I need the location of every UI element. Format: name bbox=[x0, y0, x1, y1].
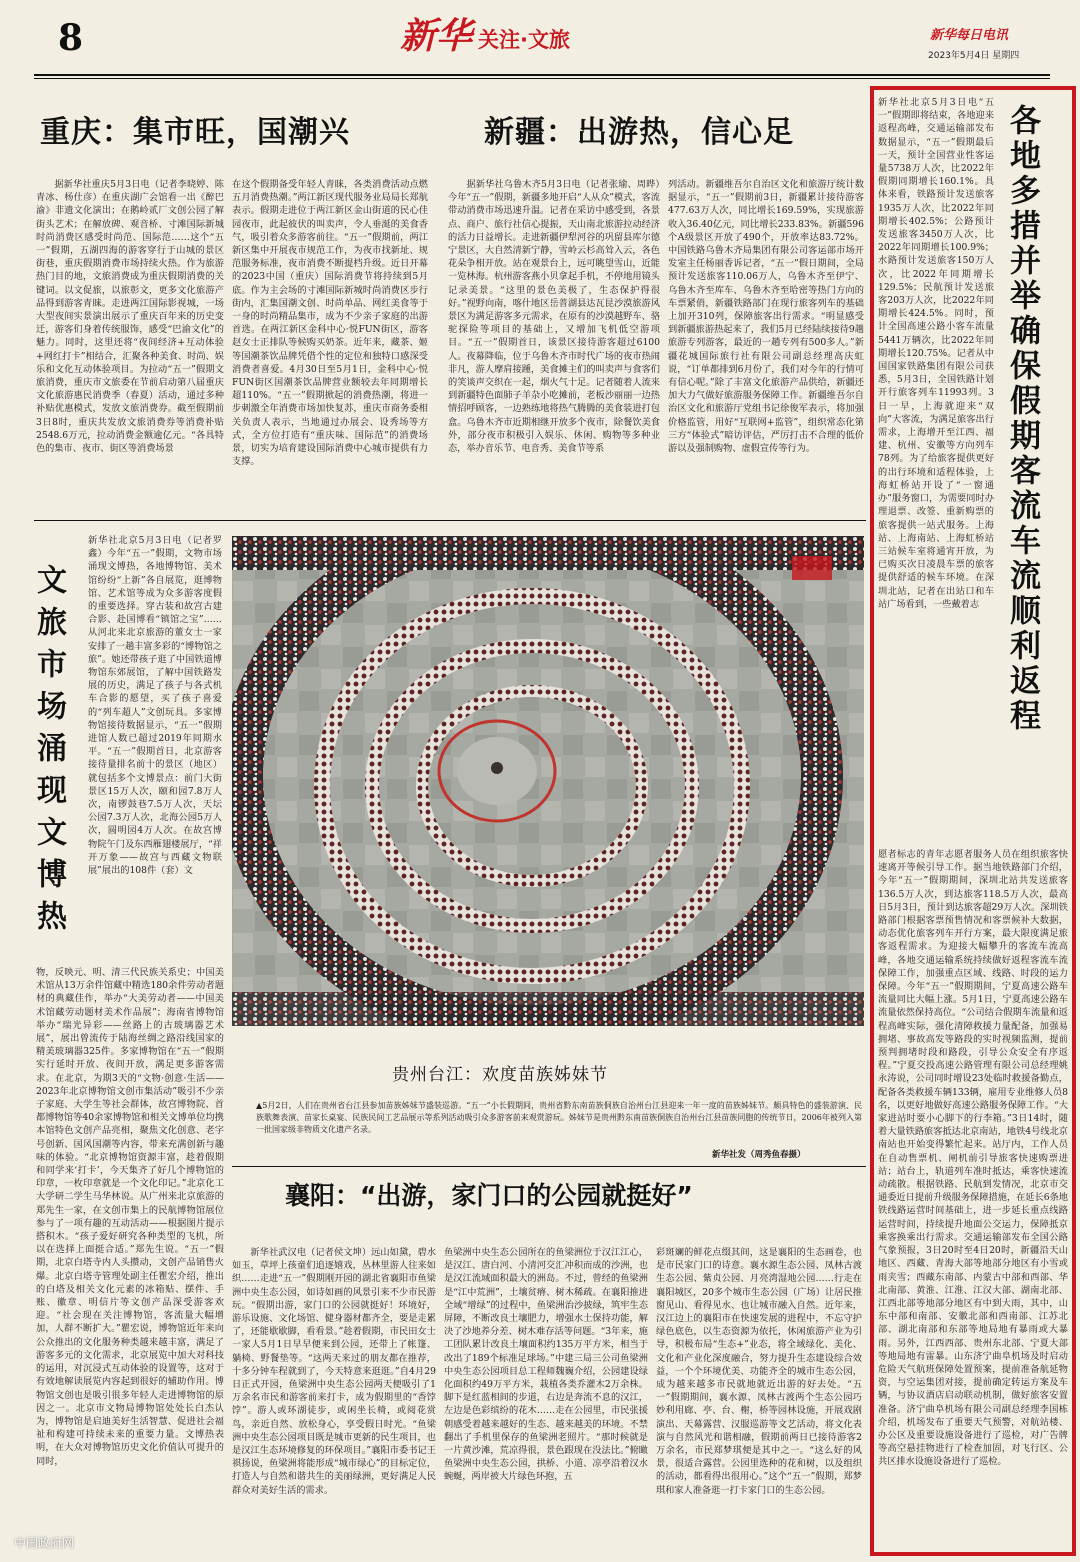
chongqing-col-2 bbox=[232, 178, 428, 513]
headline-xiangyang: 襄阳：“出游，家门口的公园就挺好” bbox=[285, 1181, 693, 1210]
xinjiang-col-1 bbox=[448, 178, 660, 513]
culture-text-wide: 物，反映元、明、清三代民族关系史；中国美术馆从13万余件馆藏中精选180余件劳动者题材的典藏佳作，举办“大美劳动者——中国美术馆藏劳动题材美术作品展”；海南省博物馆举办“瑞光异彩——丝路上的古玻璃器艺术展”，展出曾流传于陆海丝绸之路沿线国家的精美玻璃器325件。多家博物馆在“五一”假期实行延时开放、夜间开放，满足更多游客需求。在北京，为期3天的“文物·创意·生活——2023年北京博物馆文创市集活动”吸引不少亲子家庭、大学生等社会群体，故宫博物院、首都博物馆等40余家博物馆和相关文博单位均携本馆特色文创产品亮相，聚焦文化创意、老字号创新、国风国潮等内容，带来充满创新与趣味的体验。“北京博物馆资源丰富，趁着假期和同学来‘打卡’，今天集齐了好几个博物馆的印章，一枚印章就是一个文化印记。”北京化工大学研二学生马华林说。从广州来北京旅游的郑先生一家，在文创市集上的民航博物馆展位参与了一项有趣的互动活动——根据图片提示搭积木。“孩子爱好研究各种类型的飞机，所以在选择上面挺合适。”郑先生说。“五一”假期，北京白塔寺内人头攒动，文创产品销售火爆。北京白塔寺管理处副主任瞿宏介绍，推出的白塔及相关文化元素的冰箱贴、摆件、手账、徽章、明信片等文创产品深受游客欢迎。“社会现在关注博物馆，客流量大幅增加，人群不断扩大。”瞿宏说，博物馆近年来向公众推出的文化服务种类越来越丰富，满足了游客多元的文化需求，北京展览中加大对科技的运用，对沉浸式互动体验的设置等，这对于有效地解读展览内容起到很好的辅助作用。博物馆文创也是吸引很多年轻人走进博物馆的原因之一。北京市文物局博物馆处处长白杰认为，博物馆是启迪美好生活智慧、促进社会福祉和构建可持续未来的重要力量。文博热表明，在大众对博物馆历史文化价值认可提升的同时， bbox=[36, 967, 224, 1467]
photo-title: 贵州台江：欢度苗族姊妹节 bbox=[392, 1065, 608, 1085]
xiangyang-col-2 bbox=[444, 1246, 648, 1552]
xinjiang-text-1: 据新华社乌鲁木齐5月3日电（记者张瑜、周晔）今年“五一”假期，新疆多地开启“人从众”模式，客流带动消费市场迅速升温。记者在采访中感受到，各景点、商户、旅行社信心提振，天山南北旅游拉动经济的活力日益增长。走进新疆伊犁河谷的巩留县库尔德宁景区，大自然清新宁静，雪岭云杉高耸入云，各色花朵争相开放。站在观景台上，远可眺望雪山，近能一览林海。杭州游客燕小贝拿起手机，不停地用镜头记录美景。“这里的景色美极了，生态保护得很好。”视野向南，喀什地区岳普湖县达瓦昆沙漠旅游风景区为满足游客多元需求，在原有的沙漠越野车、骆驼探险等项目的基础上，又增加飞机低空游项目。“五一”假期首日，该景区接待游客超过6100人。夜幕降临，位于乌鲁木齐市时代广场的夜市热闹非凡，游人摩肩接踵，美食摊主们的叫卖声与食客们的笑谈声交织在一起，烟火气十足。记者随着人流来到新疆特色面肺子羊杂小吃摊前，老板沙丽丽一边热情招呼顾客，一边熟练地将热气腾腾的美食装进打包盒。乌鲁木齐市近期相继开放多个夜市，除餐饮美食外，部分夜市积极引入娱乐、休闲、购物等多种业态，举办音乐节、电音秀、美食节等系 bbox=[448, 179, 660, 455]
brand-logo: 新华 bbox=[400, 15, 473, 57]
transport-lead-text: 新华社北京5月3日电“五一”假期即将结束，各地迎来返程高峰，交通运输部发布数据显示，“五一”假期最后一天，预计全国营业性客运量5738万人次，比2022年假期同期增长160.1%。具体来看，铁路预计发送旅客1935万人次，比2022年同期增长402.5%；公路预计发送旅客3450万人次，比2022年同期增长100.9%；水路预计发送旅客150万人次，比2022年同期增长129.5%；民航预计发送旅客203万人次，比2022年同期增长424.5%。同时，预计全国高速公路小客车流量5441万辆次，比2022年同期增长120.75%。记者从中国国家铁路集团有限公司获悉，5月3日，全国铁路计划开行旅客列车11993列。3日一早，上海就迎来“双向”大客流，为满足旅客出行需求，上海增开至江西、福建、杭州、安徽等方向列车78列。为了给旅客提供更好的出行环境和适程体验，上海虹桥站开设了“一窗通办”服务窗口，为需要同时办理退票、改签、重新购票的旅客提供一站式服务。上海站、上海南站、上海虹桥站三站候车室将通宵开放，为已购买次日凌晨车票的旅客提供舒适的候车环境。在深圳北站，记者在出站口和车站广场看到，一些戴着志 bbox=[878, 97, 994, 610]
photo-caption bbox=[256, 1100, 862, 1148]
headline-transport: 各地多措并举确保假期客流车流顺利返程 bbox=[1004, 104, 1040, 734]
headline-culture: 文旅市场涌现文博热 bbox=[31, 564, 66, 942]
chongqing-text-2: 在这个假期备受年轻人青睐，各类消费活动点燃五月消费热潮。”两江新区现代服务业局局长郑航表示。假期走进位于两江新区金山街道的民心佳园夜市，此起彼伏的叫卖声，令人垂涎的美食香气，吸引着众多游客前往。“五一”假期前，两江新区集中开展夜市规范工作，为夜市找新址、规范服务标准，夜市消费不断提档升级。近日开幕的2023中国（重庆）国际消费节将持续到5月底。作为主会场的寸滩国际新城时尚消费区步行街内，汇集国潮文创、时尚单品、网红美食等于一身的时尚精品集市，成为不少亲子家庭的出游首选。在两江新区金科中心·悦FUN街区，游客赵女士正排队等候购买奶茶。近年来，藏茶、姬等国潮茶饮品牌凭借个性的定位和独特口感深受消费者喜爱。4月30日至5月1日，金科中心·悦FUN街区国潮茶饮品牌营业额较去年同期增长超110%。“五一”假期掀起的消费热潮，将进一步刺激全年消费市场加快复苏，重庆市商务委相关负责人表示，当地通过办展会、设秀场等方式，全方位打造有“重庆味、国际范”的消费场景，切实为培育建设国际消费中心城市提供有力支撑。 bbox=[232, 179, 428, 468]
culture-text-narrow: 新华社北京5月3日电（记者罗鑫）今年“五一”假期，文物市场涌现文博热，各地博物馆、美术馆纷纷“上新”各自展览，逛博物馆、艺术馆等成为众多游客度假的重要选择。穿古装和故宫古建合影、赴国博看“镇馆之宝”……从河北来北京旅游的董女士一家安排了一趟丰富多彩的“博物馆之旅”。她还带孩子逛了中国铁道博物馆东郊展馆，了解中国铁路发展的历史，满足了孩子与各式机车合影的愿望，买了孩子喜爱的“列车超人”文创玩具。多家博物馆接待数据显示，“五一”假期进馆人数已超过2019年同期水平。“五一”假期首日，北京游客接待量排名前十的景区（地区）就包括多个文博景点：前门大街景区15万人次，颐和园7.8万人次，南锣鼓巷7.5万人次，天坛公园7.3万人次，北海公园5万人次，圆明园4万人次。在故宫博物院午门及东西雁翅楼展厅，“祥开万象——故宫与西藏文物联展”展出的108件（套）文 bbox=[88, 535, 222, 877]
festival-photo-image bbox=[232, 536, 864, 1026]
culture-col-narrow bbox=[88, 534, 222, 962]
xiangyang-text-2: 鱼梁洲中央生态公园所在的鱼梁洲位于汉江江心，是汉江、唐白河、小清河交汇冲积而成的沙洲，也是汉江流域面积最大的洲岛。不过，曾经的鱼梁洲是“江中荒洲”，土壤贫瘠、树木稀疏。在襄阳推进全域“增绿”的过程中，鱼梁洲治沙披绿，筑牢生态屏障，不断改良土壤肥力，增强水土保持功能，解决了沙地养分差、树木难存活等问题。“3年来，施工团队累计改良土壤面积约135万平方米，相当于改出了189个标准足球场。”中建三局三公司鱼梁洲中央生态公园项目总工程师魏巍介绍，公园建设绿化面积约49万平方米，栽植各类乔灌木2万余株。脚下是红蓝相间的步道，右边是奔流不息的汉江，左边是色彩缤纷的花木……走在公园里，市民张援朝感受着越来越好的生态、越来越美的环境。不禁翻出了手机里保存的鱼梁洲老照片。“那时候就是一片黄沙滩，荒凉得很，景色跟现在没法比。”俯瞰鱼梁洲中央生态公园，拱桥、小道、凉亭沿着汉水蜿蜒，两岸被大片绿色环抱，五 bbox=[444, 1247, 648, 1483]
xinjiang-text-2: 列活动。新疆维吾尔自治区文化和旅游厅统计数据显示，“五一”假期前3日，新疆累计接待游客477.63万人次，同比增长169.59%，实现旅游收入36.40亿元，同比增长233.83%。新疆596个A级景区开放了490个，开放率达83.72%。中国铁路乌鲁木齐局集团有限公司客运部市场开发室主任杨丽香诉记者，“五一”假日期间，全局预计发送旅客110.06万人，乌鲁木齐至伊宁、乌鲁木齐至库车、乌鲁木齐至哈密等热门方向的车票紧俏，新疆铁路部门在现行旅客列车的基础上加开310列，保障旅客出行需求。“明显感受到新疆旅游热起来了，我们5月已经陆续接待9趟旅游专列游客，最近的一趟专列有500多人。”新疆花城国际旅行社有限公司副总经理高庆虹说，“订单都排到6月份了，我们对今年的行情可有信心呢。”除了丰富文化旅游产品供给，新疆还加大力气做好旅游服务保障工作。新疆维吾尔自治区文化和旅游厅党组书记徐俊军表示，将加强价格监管，用好“互联网+监管”，组织常态化第三方“体验式”暗访评估，严厉打击不合理的低价游以及强制购物、虚假宣传等行为。 bbox=[668, 179, 864, 455]
masthead-rule-thin bbox=[34, 78, 1050, 79]
culture-col-wide bbox=[36, 966, 224, 1552]
chongqing-text-1: 据新华社重庆5月3日电（记者李晓婷、陈青冰、杨仕彦）在重庆湖广会馆看一出《醉巴渝》非遗文化演出；在鹅岭贰厂文创公园了解街头艺术；在解放碑、观音桥、寸滩国际新城时尚消费区感受时尚范、国际范……这个“五一”假期，五湖四海的游客穿行于山城的景区街巷，重庆假期消费市场持续火热。作为旅游热门目的地，文旅消费成为重庆假期消费的关键词。以文促旅，以旅彰文，更多文化旅游产品得到游客青睐。走进两江国际影视城，一场大型夜间实景演出展示了重庆百年来的历史变迁，游客们身着传统服饰，感受“巴渝文化”的魅力。同时，这里还将“夜间经济+互动体验+网红打卡”相结合，汇聚各种美食、时尚、娱乐和文化互动体验项目。为拉动“五一”假期文旅消费，重庆市文旅委在节前启动第八届重庆文化旅游惠民消费季（春夏）活动，通过多种补贴优惠模式，发放文旅消费券。截至假期前3日8时，重庆共发放文旅消费券等消费补贴2548.6万元，拉动消费金额逾亿元。“各具特色的集市、夜市、街区等消费场景 bbox=[36, 179, 224, 455]
right-brand: 新华每日电讯 bbox=[930, 28, 1009, 43]
masthead-rule bbox=[34, 74, 1050, 76]
section-divider bbox=[34, 520, 866, 521]
section-title: 关注·文旅 bbox=[478, 28, 570, 52]
xiangyang-text-3: 彩斑斓的鲜花点缀其间，这是襄阳的生态画卷，也是市民家门口的诗意。襄水源生态公园、凤林古渡生态公园、紫贞公园、月亮湾湿地公园……行走在襄阳城区，20多个城市生态公园（广场）让居民推窗见山、看得见水、也让城市融入自然。近年来，汉江边上的襄阳市在快速发展的进程中，不忘守护绿色底色，以生态资源为依托，休闲旅游产业为引导，积极布局“生态+”业态，将全域绿化、美化、文化和产业化深度融合，努力提升生态建设综合效益，一个个环境优美、功能齐全的城市生态公园，成为越来越多市民就地就近出游的好去处。“五一”假期期间，襄水源、凤林古渡两个生态公园巧妙利用廊、亭、台、榭，桥等园林设施，开展戏剧演出、天幕露营、汉服巡游等文艺活动，将文化表演与自然风光和谐相融，假期前两日已接待游客2万余名，市民郑梦琪便是其中之一。“这么好的风景，很适合露营。公园里选种的花和树，以及组织的活动，都看得出很用心。”这个“五一”假期，郑梦琪和家人准备逛一打卡家门口的生态公园。 bbox=[656, 1247, 862, 1496]
photo-caption-text: ▲5月2日，人们在贵州省台江县参加苗族姊妹节盛装巡游。“五一”小长假期间，贵州省黔东南苗族侗族自治州台江县迎来一年一度的苗族姊妹节。颇具特色的盛装游演、民族歌舞表演、苗家长桌宴、民族民间工艺品展示等系列活动吸引众多游客前来观赏游玩。姊妹节是贵州黔东南苗族侗族自治州台江县苗族同胞的传统节日，2006年被列入第一批国家级非物质文化遗产名录。 bbox=[256, 1101, 862, 1134]
xinjiang-col-2 bbox=[668, 178, 864, 513]
watermark-logo: 中国政府网 bbox=[14, 1536, 75, 1550]
headline-chongqing: 重庆：集市旺，国潮兴 bbox=[40, 115, 350, 150]
headline-xinjiang: 新疆：出游热，信心足 bbox=[484, 115, 794, 150]
xiangyang-col-1 bbox=[232, 1246, 436, 1552]
transport-lead-col bbox=[878, 96, 994, 844]
photo-credit: 新华社发（周秀鱼春摄） bbox=[712, 1150, 806, 1160]
xiangyang-col-3 bbox=[656, 1246, 862, 1552]
festival-photo bbox=[232, 536, 864, 1026]
xiangyang-text-1: 新华社武汉电（记者侯文坤）远山如黛，碧水如玉，草坪上孩童们追逐嬉戏，丛林里游人往来如织……走进“五一”假期刚开园的湖北省襄阳市鱼梁洲中央生态公园，如诗如画的风景引来不少市民游玩。“假期出游，家门口的公园就挺好！环境好，游乐设施、文化场馆、健身器材都齐全，要是走累了，还能歇歇脚，看看景。”趁着假期，市民田女士一家人5月1日早早便来到公园，还带上了帐篷、躺椅、野餐垫等。“这两天来过的朋友都在推荐，十多分钟车程就到了，今天特意来逛逛。”自4月29日正式开园，鱼梁洲中央生态公园两天便吸引了1万余名市民和游客前来打卡，成为假期里的“香饽饽”。游人或环湖徒步，或闲坐长椅，或阅花赏鸟，亲近自然、放松身心，享受假日时光。“鱼梁洲中央生态公园项目既是城市更新的民生项目，也是汉江生态环境修复的环保项目。”襄阳市委书记王祺扬说，鱼梁洲将能形成“城市绿心”的目标定位，打造人与自然和谐共生的美丽绿洲，更好满足人民群众对美好生活的需求。 bbox=[232, 1247, 436, 1496]
transport-rest-text: 愿者标志的青年志愿者服务人员在组织旅客快速离开等候引导工作。据当地铁路部门介绍，今年“五一”假期期间，深圳北站共发送旅客136.5万人次，到达旅客118.5万人次，最高日5月3日，预计到达旅客超29万人次。深圳铁路部门根据客票预售情况和客票候补大数据，动态优化旅客列车开行方案，最大限度满足旅客返程需求。为迎接大幅攀升的客流车流高峰，各地交通运输系统持续做好返程客流车流保障工作，加强重点区域、线路、时段的运力保障。今年“五一”假期期间，宁夏高速公路车流量同比大幅上涨。5月1日，宁夏高速公路车流量依然保持高位。“公司结合假期车流量和返程高峰实际，强化清障救援力量配备，加强易拥堵、事故高发等路段的实时视频监测，提前预判拥堵时段和路段，引导公众安全有序返程。”宁夏交投高速公路管理有限公司总经理姚永涛说，公司同时增设23处临时救援备勤点，配备各类救援车辆133辆，雇用专业维修人员8名，以更好地做好高速公路服务保障工作。“大家进站时要小心脚下的行李箱。”3日14时，随着大量铁路旅客抵达北京南站，地铁4号线北京南站也开始变得繁忙起来。站厅内，工作人员在自动售票机、闸机前引导旅客快速购票进站；站台上，轨道列车准时抵达，乘客快速流动疏散。根据铁路、民航到发情况，北京市交通委近日提前升级服务保障措施，在延长6条地铁线路运营时间基础上，进一步延长重点线路运营时间，持续提升地面公交运力，保障抵京乘客换乘出行需求。交通运输部发布全国公路气象预报，3日20时至4日20时，新疆沿天山地区、西藏、青海大部等地部分地区有小雪或雨夹雪；西藏东南部、内蒙古中部和西部、华北南部、黄淮、江淮、江汉大部、湖南北部、江西北部等地部分地区有中到大雨，其中，山东中部和南部、安徽北部和西南部、江苏北部、湖北南部和东部等地局地有暴雨或大暴雨。另外，江西西部、贵州东北部、宁夏大部等地局地有雷暴。山东济宁曲阜机场及时启动危险天气航班保障处置预案，提前准备航延物资，与空运集团对接，提前确定转运方案及车辆，与协议酒店启动联动机制，做好旅客安置准备。济宁曲阜机场有限公司副总经理李国栋介绍，机场发布了重要天气预警，对航站楼、办公区及重要设施设备进行了巡检，对广告牌等高空悬挂物进行了检查加固，对飞行区、公共区排水设施设备进行了巡检。 bbox=[878, 849, 1068, 1468]
transport-rest-col bbox=[878, 848, 1068, 1548]
chongqing-col-1 bbox=[36, 178, 224, 513]
issue-date: 2023年5月4日 星期四 bbox=[928, 51, 1020, 61]
masthead bbox=[0, 0, 1080, 74]
page-number: 8 bbox=[58, 17, 84, 59]
xiangyang-top-rule bbox=[232, 1166, 866, 1167]
